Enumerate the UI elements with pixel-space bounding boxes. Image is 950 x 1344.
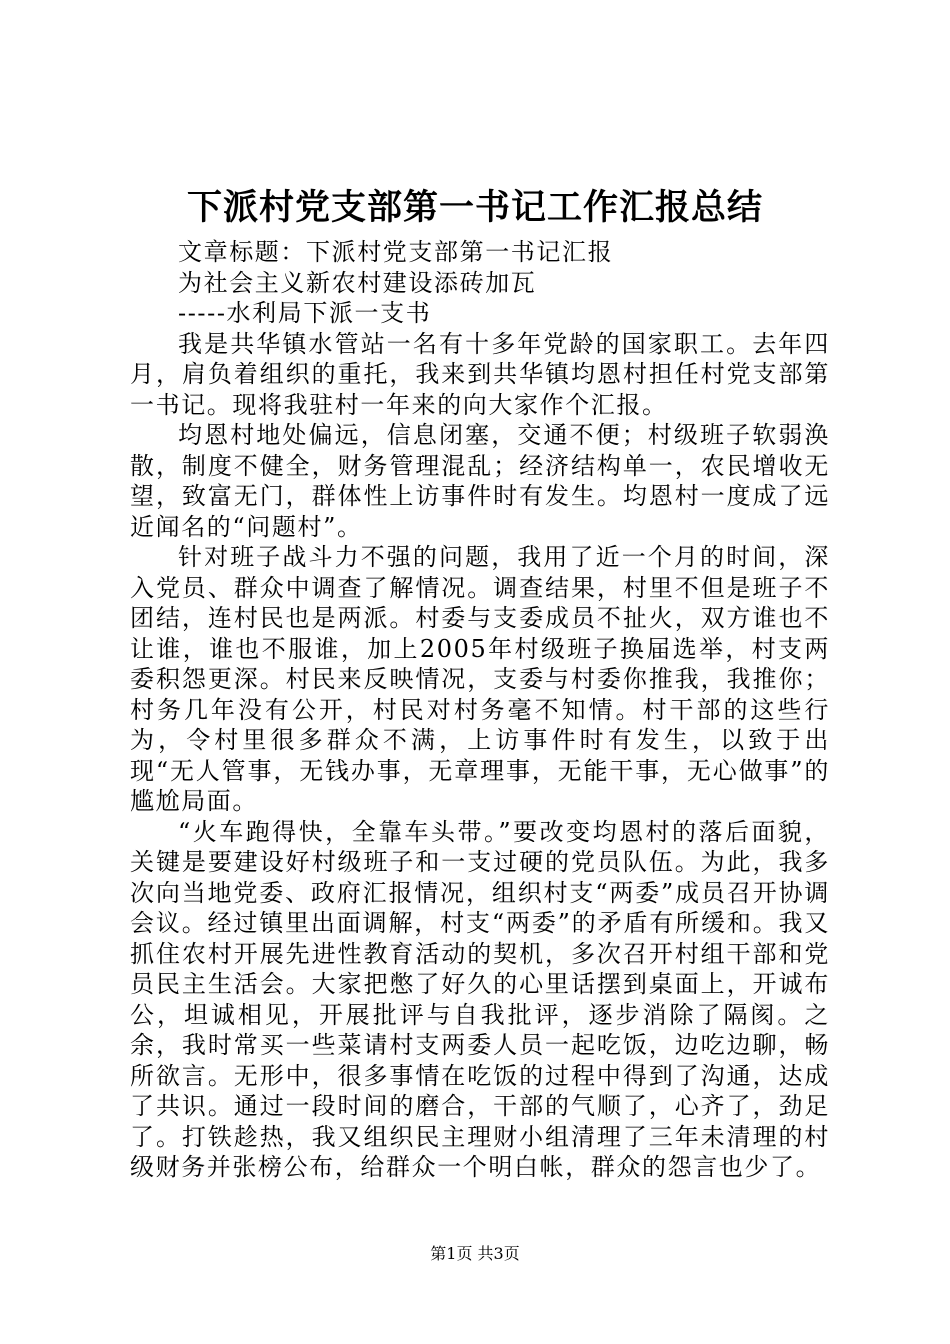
body-paragraph: 针对班子战斗力不强的问题，我用了近一个月的时间，深入党员、群众中调查了解情况。调查结果，村里不但是班子不团结，连村民也是两派。村委与支委成员不扯火，双方谁也不让谁，谁也不服谁，加上2005年村级班子换届选举，村支两委积怨更深。村民来反映情况，支委与村委你推我，我推你；村务几年没有公开，村民对村务毫不知情。村干部的这些行为，令村里很多群众不满，上访事件时有发生，以致于出现“无人管事，无钱办事，无章理事，无能干事，无心做事”的尴尬局面。 <box>130 543 830 815</box>
subtitle-line: 为社会主义新农村建设添砖加瓦 <box>178 268 537 297</box>
body-paragraph: 均恩村地处偏远，信息闭塞，交通不便；村级班子软弱涣散，制度不健全，财务管理混乱；经济结构单一，农民增收无望，致富无门，群体性上访事件时有发生。均恩村一度成了远近闻名的“问题村”。 <box>130 421 830 541</box>
document-body <box>130 237 830 1183</box>
body-paragraph: “火车跑得快，全靠车头带。”要改变均恩村的落后面貌，关键是要建设好村级班子和一支过硬的党员队伍。为此，我多次向当地党委、政府汇报情况，组织村支“两委”成员召开协调会议。经过镇里出面调解，村支“两委”的矛盾有所缓和。我又抓住农村开展先进性教育活动的契机，多次召开村组干部和党员民主生活会。大家把憋了好久的心里话摆到桌面上，开诚布公，坦诚相见，开展批评与自我批评，逐步消除了隔阂。之余，我时常买一些菜请村支两委人员一起吃饭，边吃边聊，畅所欲言。无形中，很多事情在吃饭的过程中得到了沟通，达成了共识。通过一段时间的磨合，干部的气顺了，心齐了，劲足了。打铁趁热，我又组织民主理财小组清理了三年未清理的村级财务并张榜公布，给群众一个明白帐，群众的怨言也少了。 <box>130 817 830 1181</box>
page-footer: 第1页 共3页 <box>430 1244 520 1263</box>
body-paragraph: 我是共华镇水管站一名有十多年党龄的国家职工。去年四月，肩负着组织的重托，我来到共华镇均恩村担任村党支部第一书记。现将我驻村一年来的向大家作个汇报。 <box>130 329 830 419</box>
author-line: -----水利局下派一支书 <box>178 299 432 327</box>
document-title: 下派村党支部第一书记工作汇报总结 <box>186 187 763 228</box>
article-title-line: 文章标题：下派村党支部第一书记汇报 <box>178 238 614 266</box>
